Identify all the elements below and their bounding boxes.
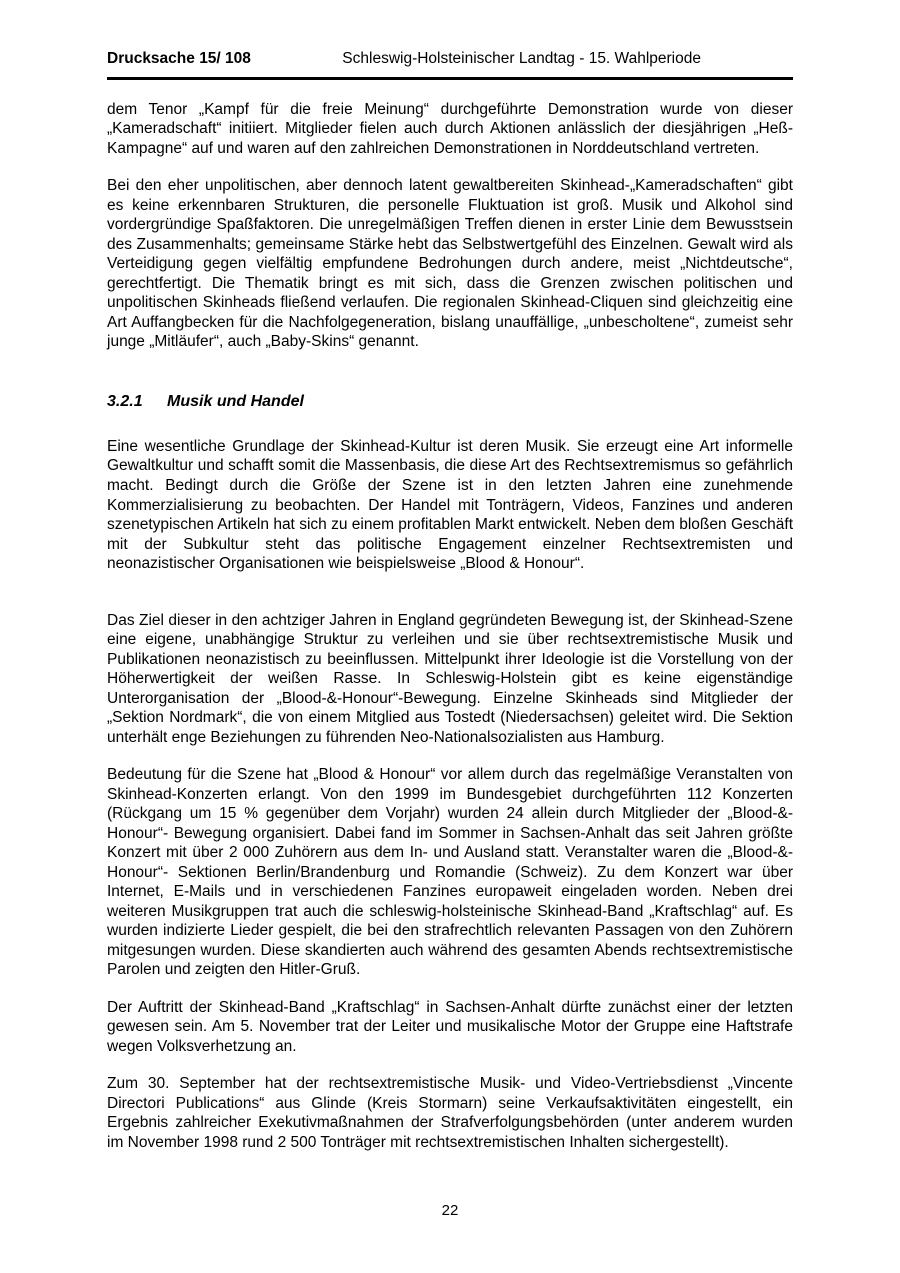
page-number: 22 <box>441 1202 459 1219</box>
paragraph-kameradschaften: Bei den eher unpolitischen, aber dennoch latent gewaltbereiten Skinhead-„Kameradschaften“ gibt es keine erkennbaren Strukturen, die personelle Fluktuation ist groß. Musik und Alkohol sind vordergründige Spaßfaktoren. Die unregelmäßigen Treffen dienen in erster Linie dem Bewusstsein des Zusammenhalts; gemeinsame Stärke hebt das Selbstwertgefühl des Einzelnen. Gewalt wird als Verteidigung gegen vielfältig empfundene Bedrohungen durch andere, meist „Nichtdeutsche“, gerechtfertigt. Die Thematik bringt es mit sich, dass die Grenzen zwischen politischen und unpolitischen Skinheads fließend verlaufen. Die regionalen Skinhead-Cliquen sind gleichzeitig eine Art Auffangbecken für die Nachfolgegeneration, bislang unauffällige, „unbescholtene“, zumeist sehr junge „Mitläufer“, auch „Baby-Skins“ genannt. <box>107 177 793 351</box>
paragraph-vertriebsdienst: Zum 30. September hat der rechtsextremistische Musik- und Video-Vertriebsdienst „Vincente Directori Publications“ aus Glinde (Kreis Stormarn) seine Verkaufsaktivitäten eingestellt, ein Ergebnis zahlreicher Exekutivmaßnahmen der Strafverfolgungsbehörden (unter anderem wurden im November 1998 rund 2 500 Tonträger mit rechtsextremistischen Inhalten sichergestellt). <box>107 1075 793 1151</box>
section-number: 3.2.1 <box>107 392 143 410</box>
section-heading <box>107 392 793 411</box>
doc-title: Schleswig-Holsteinischer Landtag - 15. Wahlperiode <box>342 50 701 67</box>
paragraph-musik-grundlage: Eine wesentliche Grundlage der Skinhead-Kultur ist deren Musik. Sie erzeugt eine Art informelle Gewaltkultur und schafft somit die Massenbasis, die diese Art des Rechtsextremismus so gefährlich macht. Bedingt durch die Größe der Szene ist in den letzten Jahren eine zunehmende Kommerzialisierung zu beobachten. Der Handel mit Tonträgern, Videos, Fanzines und anderen szenetypischen Artikeln hat sich zu einem profitablen Markt entwickelt. Neben dem bloßen Geschäft mit der Subkultur steht das politische Engagement einzelner Rechtsextremisten und neonazistischer Organisationen wie beispielsweise „Blood & Honour“. <box>107 437 793 573</box>
document-body <box>107 100 793 1153</box>
paragraph-kraftschlag: Der Auftritt der Skinhead-Band „Kraftschlag“ in Sachsen-Anhalt dürfte zunächst einer der letzten gewesen sein. Am 5. November trat der Leiter und musikalische Motor der Gruppe eine Haftstrafe wegen Volksverhetzung an. <box>107 998 793 1055</box>
header-rule <box>107 77 793 80</box>
page-header <box>107 50 793 69</box>
paragraph-blood-honour-ziel: Das Ziel dieser in den achtziger Jahren in England gegründeten Bewegung ist, der Skinhead-Szene eine eigene, unabhängige Struktur zu verleihen und sie über rechtsextremistische Musik und Publikationen neonazistisch zu beeinflussen. Mittelpunkt ihrer Ideologie ist die Vorstellung von der Höherwertigkeit der weißen Rasse. In Schleswig-Holstein gibt es keine eigenständige Unterorganisation der „Blood-&-Honour“-Bewegung. Einzelne Skinheads sind Mitglieder der „Sektion Nordmark“, die von einem Mitglied aus Tostedt (Niedersachsen) geleitet wird. Die Sektion unterhält enge Beziehungen zu führenden Neo-Nationalsozialisten aus Hamburg. <box>107 611 793 746</box>
paragraph-intro: dem Tenor „Kampf für die freie Meinung“ durchgeführte Demonstration wurde von dieser „Kameradschaft“ initiiert. Mitglieder fielen auch durch Aktionen anlässlich der diesjährigen „Heß-Kampagne“ auf und waren auf den zahlreichen Demonstrationen in Norddeutschland vertreten. <box>107 100 793 157</box>
page-footer <box>0 1202 900 1219</box>
section-title: Musik und Handel <box>167 392 304 410</box>
paragraph-konzerte: Bedeutung für die Szene hat „Blood & Honour“ vor allem durch das regelmäßige Veranstalten von Skinhead-Konzerten erlangt. Von den 1999 im Bundesgebiet durchgeführten 112 Konzerten (Rückgang um 15 % gegenüber dem Vorjahr) wurden 24 allein durch Mitglieder der „Blood-&-Honour“- Bewegung organisiert. Dabei fand im Sommer in Sachsen-Anhalt das seit Jahren größte Konzert mit über 2 000 Zuhörern aus dem In- und Ausland statt. Veranstalter waren die „Blood-&-Honour“- Sektionen Berlin/Brandenburg und Romandie (Schweiz). Zu dem Konzert war über Internet, E-Mails und in verschiedenen Fanzines europaweit eingeladen worden. Neben drei weiteren Musikgruppen trat auch die schleswig-holsteinische Skinhead-Band „Kraftschlag“ auf. Es wurden indizierte Lieder gespielt, die bei den strafrechtlich relevanten Passagen von den Zuhörern mitgesungen wurden. Diese skandierten auch während des gesamten Abends rechtsextremistische Parolen und zeigten den Hitler-Gruß. <box>107 766 793 979</box>
doc-number: Drucksache 15/ 108 <box>107 50 251 67</box>
